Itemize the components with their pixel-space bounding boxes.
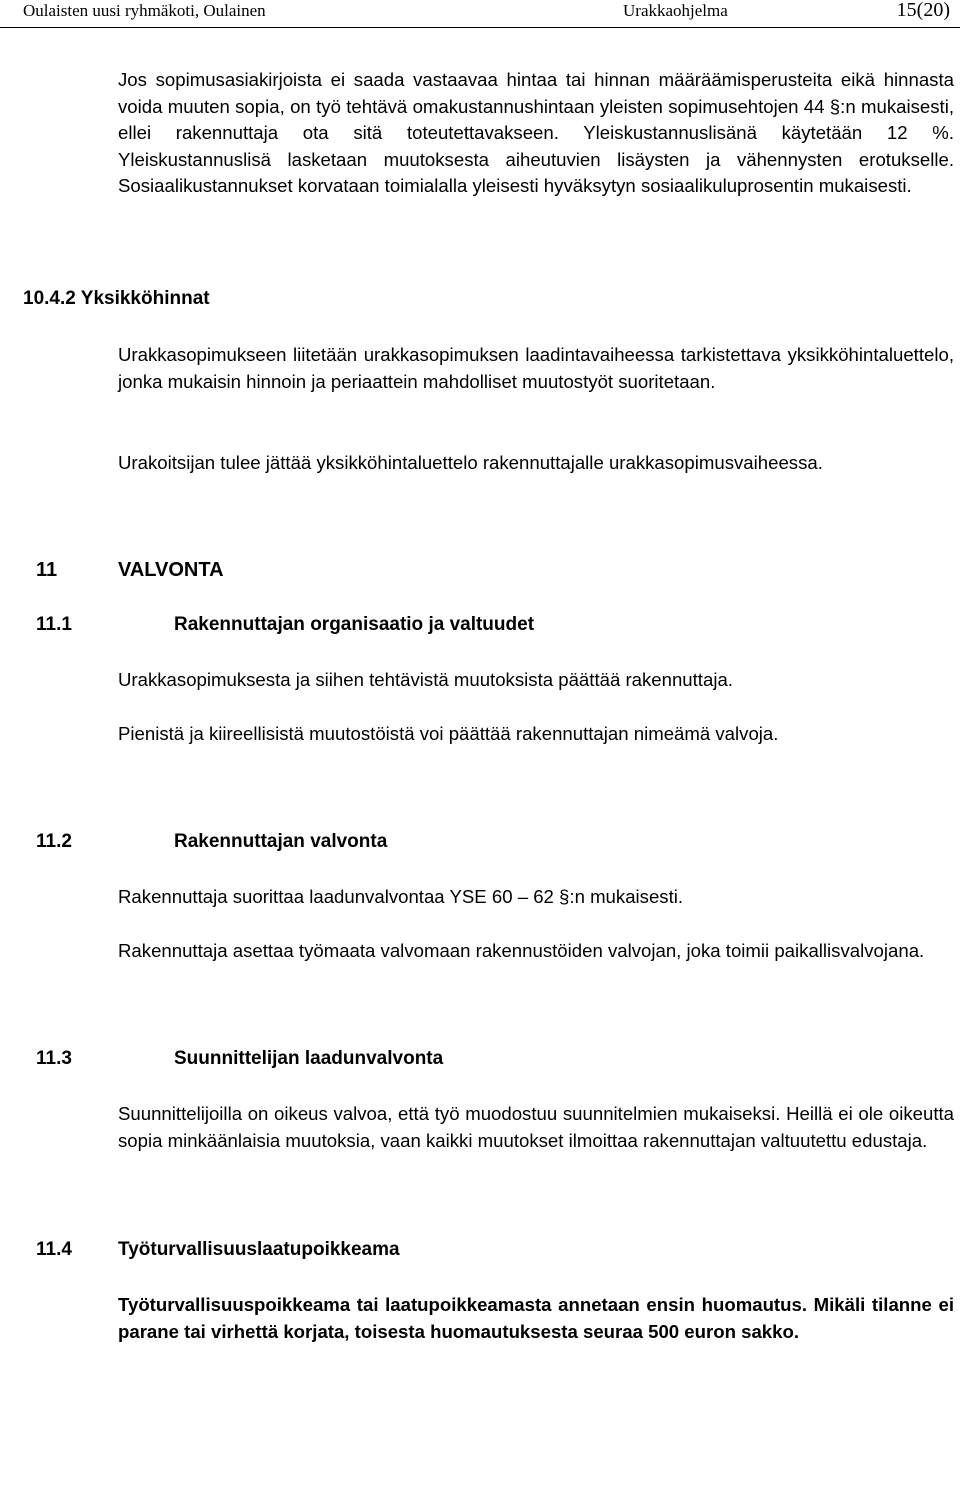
heading-number: 11.3 xyxy=(36,1048,72,1069)
paragraph-urakoitsija: Urakoitsijan tulee jättää yksikköhintaluettelo rakennuttajalle urakkasopimusvaiheessa. xyxy=(118,452,823,473)
heading-title: VALVONTA xyxy=(118,559,224,581)
page-number: 15(20) xyxy=(896,0,950,21)
paragraph-laadunvalvonta: Rakennuttaja suorittaa laadunvalvontaa YSE 60 – 62 §:n mukaisesti. xyxy=(118,886,684,907)
heading-title: Rakennuttajan organisaatio ja valtuudet xyxy=(174,614,535,635)
paragraph-yksikkohintaluettelo: Urakkasopimukseen liitetään urakkasopimuksen laadintavaiheessa tarkistettava yksikköhintaluettelo, jonka mukaisin hinnoin ja periaattein mahdolliset muutostyöt suoritetaan. xyxy=(118,344,954,392)
heading-number: 10.4.2 xyxy=(23,288,76,309)
heading-title: Rakennuttajan valvonta xyxy=(174,831,388,852)
header-rule xyxy=(0,27,960,28)
heading-number: 11.1 xyxy=(36,614,72,635)
heading-number: 11.4 xyxy=(36,1239,72,1260)
document-project-name: Oulaisten uusi ryhmäkoti, Oulainen xyxy=(23,1,266,20)
paragraph-sakko: Työturvallisuuspoikkeama tai laatupoikkeamasta annetaan ensin huomautus. Mikäli tilanne ei parane tai virhettä korjata, toisesta huomautuksesta seuraa 500 euron sakko. xyxy=(118,1294,954,1342)
page-header xyxy=(0,0,960,30)
heading-title: Suunnittelijan laadunvalvonta xyxy=(174,1048,444,1069)
heading-number: 11 xyxy=(36,559,58,581)
paragraph-omakustannus: Jos sopimusasiakirjoista ei saada vastaavaa hintaa tai hinnan määräämisperusteita eikä hinnasta voida muuten sopia, on työ tehtävä omakustannushintaan yleisten sopimusehtojen 44 §:n mukaisesti, ellei rakennuttaja ota sitä toteutettavakseen. Yleiskustannuslisänä käytetään 12 %. Yleiskustannuslisä lasketaan muutoksesta aiheutuvien lisäysten ja vähennysten erotukselle. Sosiaalikustannukset korvataan toimialalla yleisesti hyväksytyn sosiaalikuluprosentin mukaisesti. xyxy=(118,69,954,196)
paragraph-suunnittelijat: Suunnittelijoilla on oikeus valvoa, että työ muodostuu suunnitelmien mukaiseksi. Heillä ei ole oikeutta sopia minkäänlaisia muutoksia, vaan kaikki muutokset ilmoittaa rakennuttajan valtuutettu edustaja. xyxy=(118,1103,954,1151)
paragraph-muutostyot: Pienistä ja kiireellisistä muutostöistä voi päättää rakennuttajan nimeämä valvoja. xyxy=(118,723,779,744)
paragraph-urakkasopimus: Urakkasopimuksesta ja siihen tehtävistä muutoksista päättää rakennuttaja. xyxy=(118,669,733,690)
heading-10-4-2 xyxy=(23,286,210,312)
paragraph-valvoja: Rakennuttaja asettaa työmaata valvomaan rakennustöiden valvojan, joka toimii paikallisvalvojana. xyxy=(118,940,925,961)
heading-number: 11.2 xyxy=(36,831,72,852)
heading-title: Työturvallisuuslaatupoikkeama xyxy=(118,1239,400,1260)
heading-title: Yksikköhinnat xyxy=(80,288,210,309)
document-type: Urakkaohjelma xyxy=(623,1,728,20)
